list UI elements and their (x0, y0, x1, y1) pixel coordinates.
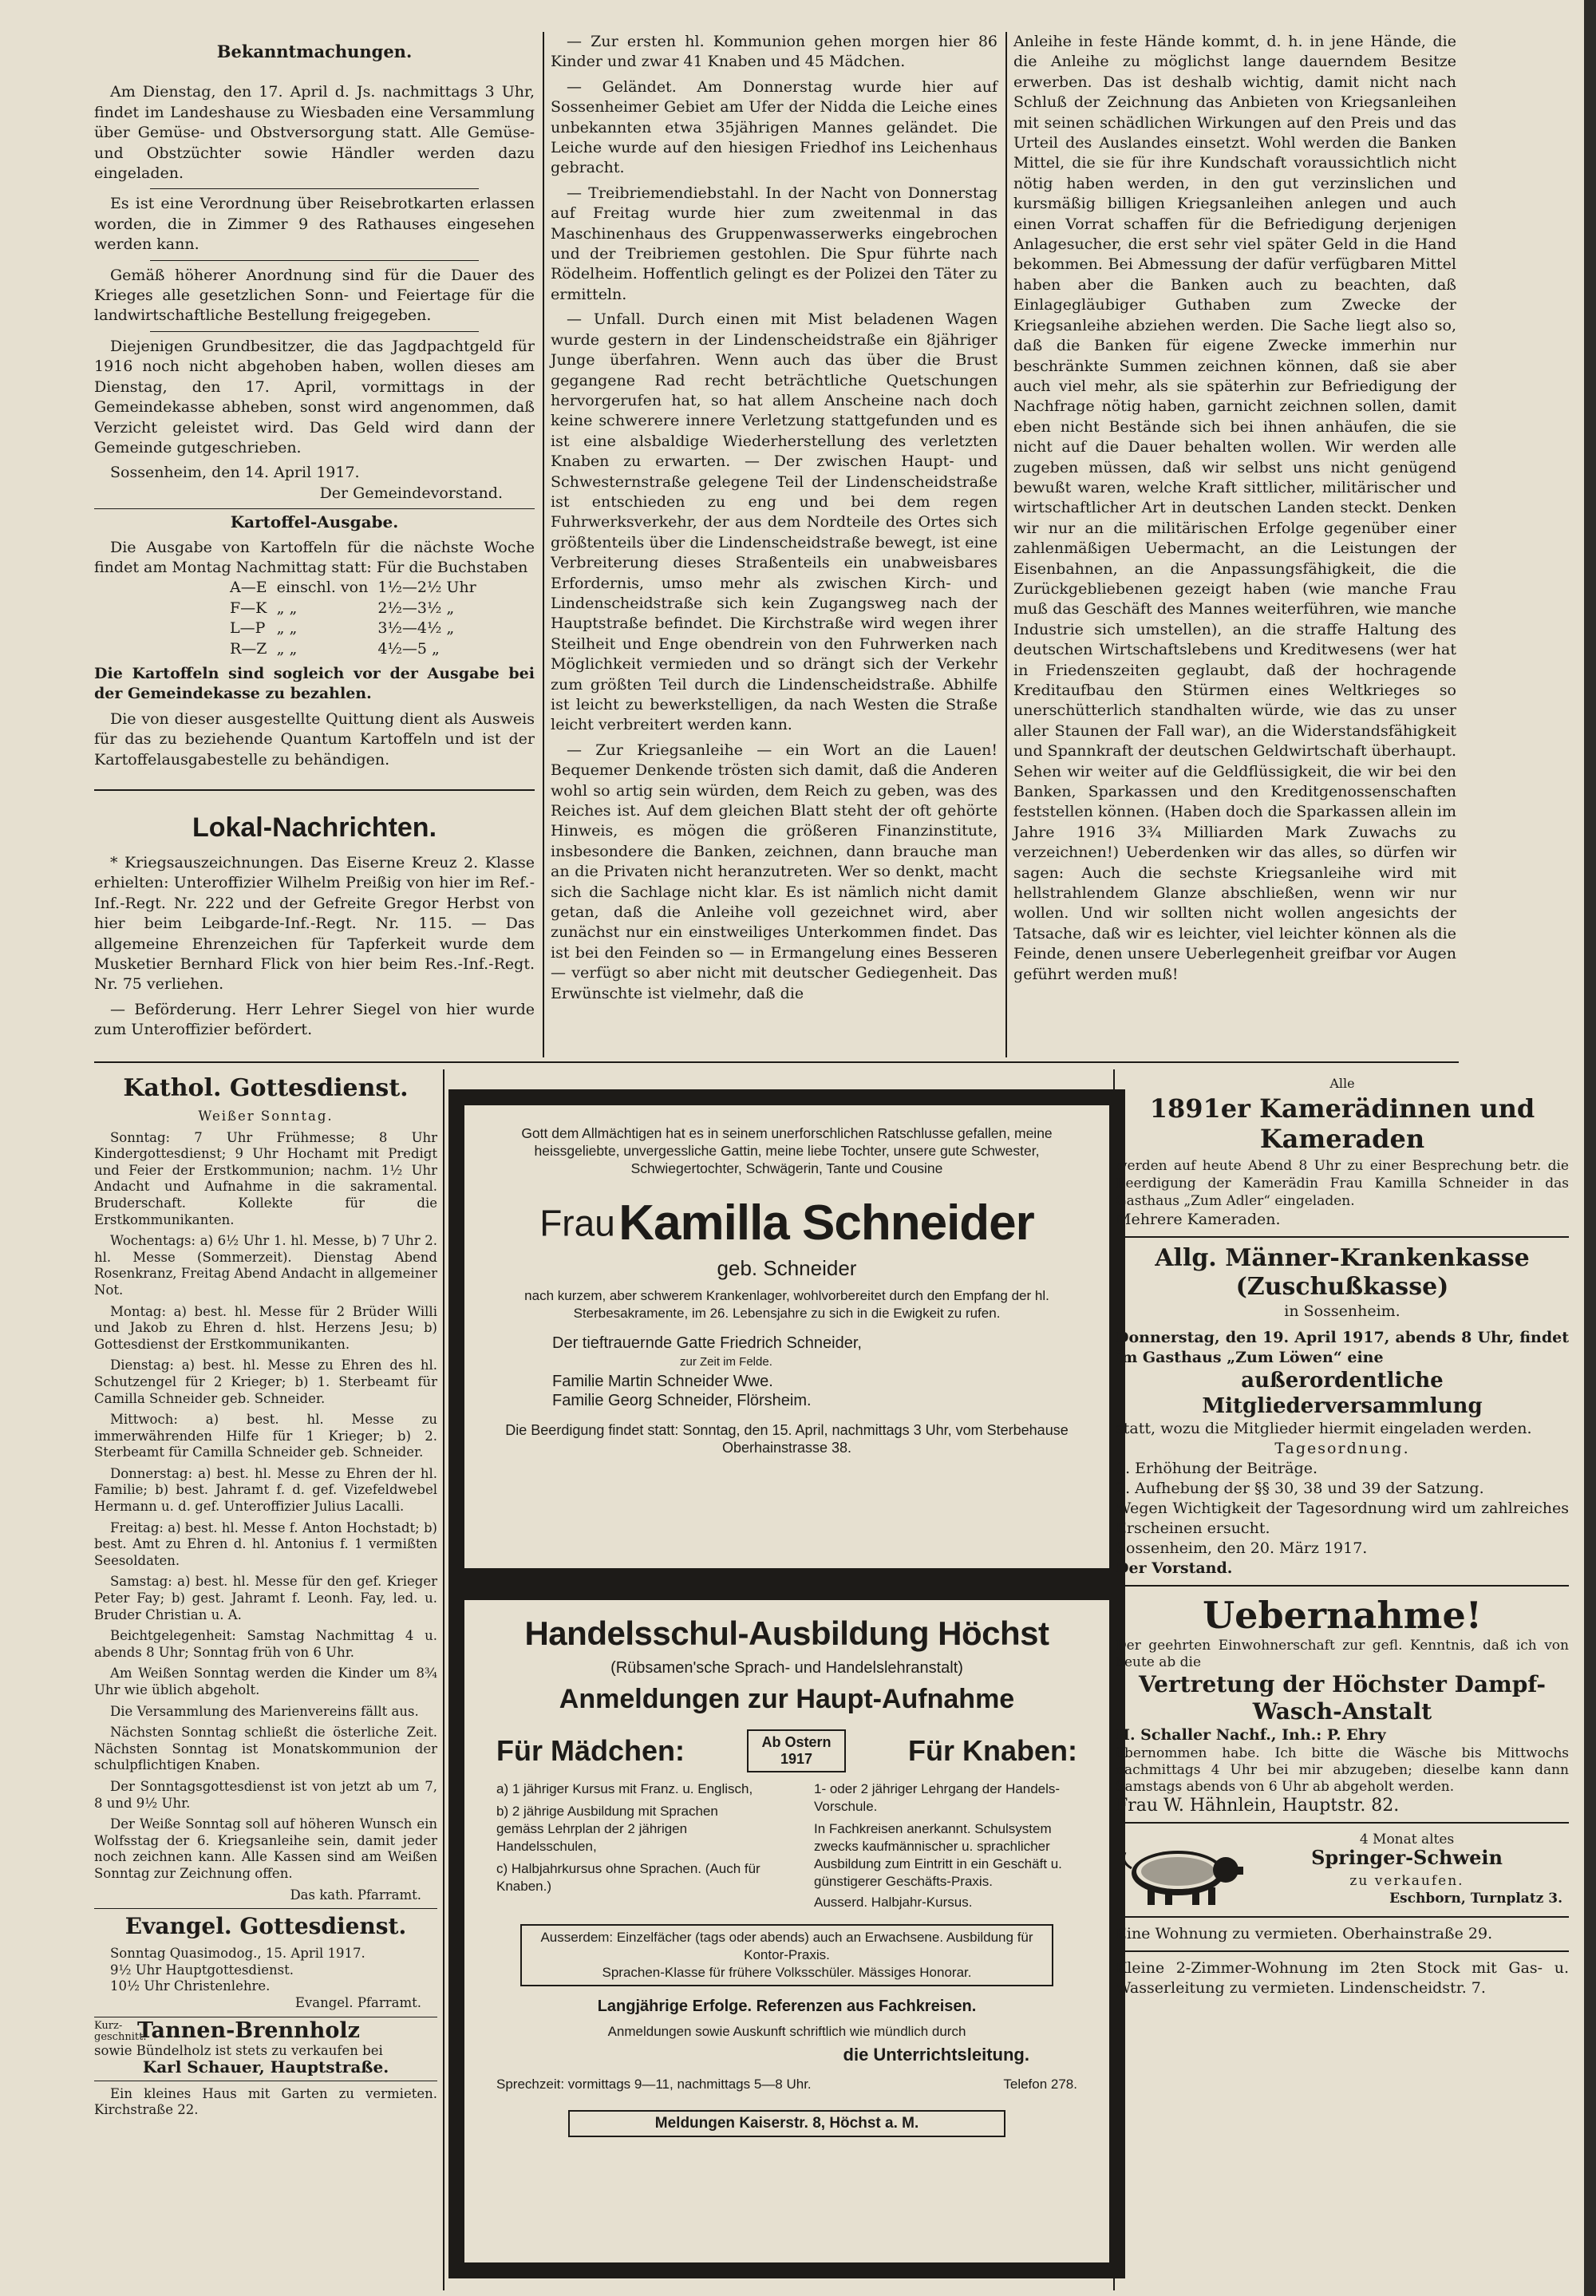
tannen-seller: Karl Schauer, Hauptstraße. (142, 2057, 389, 2077)
divider (94, 1908, 437, 1909)
church-monday: Montag: a) best. hl. Messe für 2 Brüder Willi und Jakob zu Ehren d. hlst. Herzens Jesu; b) Gottesdienst der Erstkommunikanten. (94, 1303, 437, 1352)
church-wednesday: Mittwoch: a) best. hl. Messe zu immerwährenden Hilfe für 1 Krieger; b) 2. Sterbeamt für Camilla Schneider geb. Schneider. (94, 1412, 437, 1460)
boys-offer-1: 1- oder 2 jähriger Lehrgang der Handels-Vorschule. (814, 1781, 1061, 1814)
uebernahme-signature: Frau W. Hähnlein, Hauptstr. 82. (1116, 1796, 1400, 1816)
pig-title: Springer-Schwein (1311, 1846, 1503, 1869)
divider (150, 331, 479, 332)
tannen-title: Tannen-Brennholz (137, 2018, 360, 2044)
evangel-date: Sonntag Quasimodog., 15. April 1917. (110, 1946, 365, 1962)
evangel-lesson: 10½ Uhr Christenlehre. (110, 1978, 271, 1994)
divider (150, 188, 479, 189)
evangel-signature: Evangel. Pfarramt. (294, 1994, 421, 2010)
boys-offer-2: In Fachkreisen anerkannt. Schulsystem zwecks kaufmännischer u. sprachlicher Ausbildung zum Eintritt in ein Geschäft u. günstigerer Geschäfts-Praxis. (814, 1821, 1062, 1889)
pig-age: 4 Monat altes (1359, 1832, 1455, 1847)
divider (1116, 1236, 1569, 1238)
obituary-mourners (552, 1334, 1077, 1410)
evangel-title: Evangel. Gottesdienst. (124, 1913, 407, 1940)
divider (1116, 1822, 1569, 1824)
right-ads-column (1116, 1073, 1569, 1998)
girls-offer-c: c) Halbjahrkursus ohne Sprachen. (Auch für Knaben.) (496, 1861, 760, 1894)
church-note-3: Nächsten Sonntag schließt die österliche Zeit. Nächsten Sonntag ist Monatskommunion der schulpflichtigen Knaben. (94, 1725, 437, 1773)
school-address: Meldungen Kaiserstr. 8, Höchst a. M. (568, 2110, 1005, 2137)
uebernahme-title: Uebernahme! (1203, 1594, 1482, 1637)
krankenkasse-meeting: außerordentliche Mitgliederversammlung (1202, 1369, 1483, 1418)
wohnung-ad-1: Eine Wohnung zu vermieten. Oberhainstraße 29. (1116, 1925, 1493, 1942)
divider (1116, 1585, 1569, 1587)
news-treibriemen: — Treibriemendiebstahl. In der Nacht von Donnerstag auf Freitag wurde hier zum zweitenmal in das Maschinenhaus des Gruppenwasserwerks eingebrochen und der Treibriemen gestohlen. Die Spur führte nach Rödelheim. Hoffentlich gelingt es der Polizei den Täter zu ermitteln. (551, 184, 998, 303)
column-1 (94, 41, 535, 1045)
uebernahme-firm: H. Schaller Nachf., Inh.: P. Ehry (1116, 1726, 1386, 1744)
obituary-ad (448, 1089, 1125, 1584)
kartoffel-intro: Die Ausgabe von Kartoffeln für die nächste Woche findet am Montag Nachmittag statt: Für die Buchstaben (94, 538, 535, 576)
kartoffel-title: Kartoffel-Ausgabe. (230, 512, 399, 532)
tannen-prefix: Kurz- geschnitt. (94, 2019, 147, 2043)
kameraden-prefix: Alle (1329, 1076, 1355, 1091)
divider (1116, 1950, 1569, 1952)
announcement-3: Gemäß höherer Anordnung sind für die Dauer des Krieges alle gesetzlichen Sonn- und Feiertage für die landwirtschaftliche Bestellung freigegeben. (94, 266, 535, 325)
church-friday: Freitag: a) best. hl. Messe f. Anton Hochstadt; b) best. Amt zu Ehren d. hl. Antonius f. 1 vermißten Seesoldaten. (94, 1519, 437, 1568)
school-extra-2: Sprachen-Klasse für frühere Volksschüler. Mässiges Honorar. (602, 1965, 972, 1980)
church-signature: Das kath. Pfarramt. (290, 1887, 421, 1903)
church-weekdays: Wochentags: a) 6½ Uhr 1. hl. Messe, b) 7 Uhr 2. hl. Messe (Sommerzeit). Dienstag Abend Rosenkranz, Freitag Abend Andacht in allgemeiner Not. (94, 1233, 437, 1298)
pig-ad (1116, 1830, 1569, 1910)
school-headers (496, 1729, 1077, 1772)
announcement-2: Es ist eine Verordnung über Reisebrotkarten erlassen worden, die in Zimmer 9 des Rathauses eingesehen werden kann. (94, 195, 535, 254)
lokal-news-1: * Kriegsauszeichnungen. Das Eiserne Kreuz 2. Klasse erhielten: Unteroffizier Wilhelm Preißig von hier im Ref.-Inf.-Regt. Nr. 222 und der Gefreite Gregor Herbst von hier beim Leibgarde-Inf.-Regt. Nr. 115. — Das allgemeine Ehrenzeichen für Tapferkeit wurde dem Musketier Bernhard Flick von hier beim Res.-Inf.-Regt. Nr. 75 verliehen. (94, 854, 535, 994)
tannen-ad (94, 2018, 437, 2044)
announcement-1: Am Dienstag, den 17. April d. Js. nachmittags 3 Uhr, findet im Landeshause zu Wiesbaden eine Versammlung über Gemüse- und Obstversorgung statt. Alle Gemüse- und Obstzüchter sowie Händler werden dazu eingeladen. (94, 83, 535, 183)
boys-offer-3: Ausserd. Halbjahr-Kursus. (814, 1895, 973, 1910)
school-girls-header: Für Mädchen: (496, 1734, 685, 1767)
church-note-1: Am Weißen Sonntag werden die Kinder um 8¾ Uhr wie üblich abgeholt. (94, 1666, 437, 1697)
column-2 (551, 32, 998, 1009)
kartoffel-row: A—E einschl. von 1½—2½ Uhr (230, 579, 476, 597)
news-kommunion: — Zur ersten hl. Kommunion gehen morgen hier 86 Kinder und zwar 41 Knaben und 45 Mädchen. (551, 33, 998, 71)
column-divider (1113, 1069, 1115, 2290)
mourner-family-2: Familie Georg Schneider, Flörsheim. (552, 1392, 812, 1409)
krankenkasse-note: Wegen Wichtigkeit der Tagesordnung wird um zahlreiches Erscheinen ersucht. (1116, 1500, 1569, 1537)
church-sunday: Sonntag: 7 Uhr Frühmesse; 8 Uhr Kindergottesdienst; 9 Uhr Hochamt mit Predigt und Feier der Erstkommunion; nachm. 1½ Uhr Andacht und Aufnahme in die sakramental. Bruderschaft. Kollekte für die Erstkommunikanten. (94, 1129, 437, 1227)
announcements-title: Bekanntmachungen. (216, 41, 413, 61)
evangel-service: 9½ Uhr Hauptgottesdienst. (110, 1962, 294, 1978)
wohnung-ad-2: Kleine 2-Zimmer-Wohnung im 2ten Stock mit Gas- u. Wasserleitung zu vermieten. Lindenscheidstr. 7. (1116, 1959, 1569, 1997)
pig-sale: zu verkaufen. (1349, 1873, 1464, 1889)
school-hours: Sprechzeit: vormittags 9—11, nachmittags 5—8 Uhr. (496, 2077, 812, 2092)
church-tuesday: Dienstag: a) best. hl. Messe zu Ehren des hl. Schutzengel für 2 Krieger; b) 1. Sterbeamt für Camilla Schneider geb. Schneider. (94, 1357, 437, 1406)
school-title: Handelsschul-Ausbildung Höchst (524, 1614, 1049, 1652)
school-info: Anmeldungen sowie Auskunft schriftlich wie mündlich durch (607, 2024, 966, 2039)
school-extra-1: Ausserdem: Einzelfächer (tags oder abends) auch an Erwachsene. Ausbildung für Kontor-Praxis. (540, 1930, 1033, 1962)
section-divider (94, 1061, 1459, 1063)
kameraden-text: werden auf heute Abend 8 Uhr zu einer Besprechung betr. die Beerdigung der Kamerädin Frau Kamilla Schneider in das Gasthaus „Zum Adler“ eingeladen. (1116, 1158, 1569, 1209)
school-easter-badge: Ab Ostern 1917 (747, 1729, 846, 1772)
kartoffel-receipt: Die von dieser ausgestellte Quittung dient als Ausweis für das zu beziehende Quantum Kartoffeln und ist der Kartoffelausgabestelle zu behändigen. (94, 709, 535, 769)
church-title: Kathol. Gottesdienst. (123, 1074, 409, 1102)
uebernahme-firm-title: Vertretung der Höchster Dampf-Wasch-Anstalt (1139, 1671, 1546, 1725)
krankenkasse-location: in Sossenheim. (1284, 1302, 1400, 1320)
krankenkasse-agenda-title: Tagesordnung. (1274, 1440, 1410, 1457)
church-column (94, 1073, 437, 2124)
news-gelaendet: — Geländet. Am Donnerstag wurde hier auf Sossenheimer Gebiet am Ufer der Nidda die Leiche eines unbekannten etwa 35jährigen Mannes geländet. Die Leiche wurde auf den hiesigen Friedhof ins Leichenhaus gebracht. (551, 77, 998, 177)
church-note-2: Die Versammlung des Marienvereins fällt aus. (110, 1703, 419, 1719)
column-divider (443, 1069, 444, 2290)
school-offers (496, 1780, 1077, 1911)
mourner-husband: Der tieftrauernde Gatte Friedrich Schneider, (552, 1334, 862, 1352)
church-note-4: Der Sonntagsgottesdienst ist von jetzt ab um 7, 8 und 9½ Uhr. (94, 1778, 437, 1811)
lokal-title: Lokal-Nachrichten. (192, 812, 437, 843)
obituary-frau: Frau (539, 1202, 615, 1244)
column-divider (1005, 32, 1007, 1057)
school-boys-offers (814, 1780, 1077, 1911)
divider (94, 508, 535, 509)
obituary-name-line (496, 1195, 1077, 1251)
church-saturday: Samstag: a) best. hl. Messe für den gef. Krieger Peter Fay; b) gest. Jahramt f. Leonh. Fay, led. u. Bruder Christian u. A. (94, 1574, 437, 1622)
girls-offer-b: b) 2 jährige Ausbildung mit Sprachen gemäss Lehrplan der 2 jährigen Handelsschulen, (496, 1804, 718, 1854)
girls-offer-a: a) 1 jähriger Kursus mit Franz. u. Englisch, (496, 1781, 753, 1796)
mourner-husband-note: zur Zeit im Felde. (680, 1355, 772, 1369)
school-subtitle: (Rübsamen'sche Sprach- und Handelslehranstalt) (610, 1659, 963, 1677)
divider (1116, 1916, 1569, 1918)
krankenkasse-invite: statt, wozu die Mitglieder hiermit eingeladen werden. (1116, 1420, 1532, 1437)
school-management: die Unterrichtsleitung. (843, 2045, 1029, 2065)
page-edge (1584, 0, 1596, 2296)
school-boys-header: Für Knaben: (907, 1734, 1077, 1767)
pig-address: Eschborn, Turnplatz 3. (1389, 1891, 1562, 1907)
news-kriegsanleihe: — Zur Kriegsanleihe — ein Wort an die Lauen! Bequemer Denkende trösten sich damit, daß die Anderen wohl so artig sein würden, dem Reich zu geben, was des Reiches ist. Auf dem gleichen Blatt steht der oft gehörte Hinweis, es mögen die größeren Finanzinstitute, insbesondere die Banken, zeichnen, dann brauche man an die Privaten nicht heranzutreten. Wer so denkt, macht sich die Sachlage nicht klar. Es ist nämlich nicht damit getan, daß die Anleihe voll gezeichnet wird, aber zunächst nur ein einstweiliges Unterkommen findet. Das ist bei den Feinden so — in Ermangelung eines Besseren — verfügt so aber nicht mit deutscher Gediegenheit. Das Erwünschte ist vielmehr, daß die (551, 741, 998, 1002)
krankenkasse-agenda-1: 1. Erhöhung der Beiträge. (1116, 1460, 1318, 1477)
news-kriegsanleihe-continued: Anleihe in feste Hände kommt, d. h. in jene Hände, die die Anleihe zu möglichst lange dauerndem Besitze erwerben. Das ist deshalb wichtig, damit nicht nach Schluß der Zeichnung das Anbieten von Kriegsanleihen mit seinen schädlichen Wirkungen auf den Preis und das Urteil des Auslandes einsetzt. Wohl werden die Banken Mittel, die sie für ihre Kundschaft voraussichtlich nicht nötig haben werden, in den gut verzinslichen und kursmäßig billigen Kriegsanleihen anlegen und auch einen Vorrat schaffen für die Befriedigung derjenigen Anlagesucher, die erst sehr viel später Geld in die Hand bekommen. Bei Abmessung der dafür verfügbaren Mittel haben aber die Banken auch zu beachten, daß Einlagegläubiger Guthaben zum Zwecke der Kriegsanleihe abziehen werden. Die Sache liegt also so, daß die Banken für eigene Zwecke immerhin nur beschränkte Summen zeichnen können, daß sie aber auch viel mehr, als sie späterhin zur Befriedigung der Nachfrage nötig haben, garnicht zeichnen sollen, damit eben nicht Bestände sich bei ihnen anhäufen, die sie nicht auf die Dauer behalten wollen. Wir werden alle zugeben müssen, daß wir selbst uns nicht genügend bewußt waren, welche Kraft sittlicher, militärischer und wirtschaftlicher Art in deutschen Landen steckt. Denken wir nur an die militärischen Erfolge gegenüber einer zahlenmäßigen Uebermacht, an die Leistungen der Eisenbahnen, an die Anpassungsfähigkeit, die die Zurückgebliebenen gezeigt haben (wie manche Frau muß das Geschäft des Mannes weiterführen, wie manche Industrie sich umstellen), an die straffe Haltung des deutschen Wirtschaftslebens und Kreditwesens (wer hat in Friedenszeiten geglaubt, daß der hochragende Kreditaufbau den Stürmen eines Weltkrieges so unerschütterlich standhalten würde, wie das zu unser aller Staunen der Fall war), an die Widerstandsfähigkeit und Spannkraft der deutschen Geldwirtschaft überhaupt. Sehen wir weiter auf die Geldflüssigkeit, die wir bei den Banken, Sparkassen und den Kreditgenossenschaften feststellen können. (Haben doch die Sparkassen allein im Jahre 1916 3¾ Milliarden Mark Zuwachs zu verzeichnen!) Ueberdenken wir das alles, so dürfen wir sagen: Auch die sechste Kriegsanleihe wird mit hellstrahlendem Glanze abschließen, wenn wir nur wollen. Und wir sollten nicht wollen angesichts der Tatsache, daß wir es leichter, viel leichter können als die Feinde, denen unsere Ueberlegenheit greifbar vor Augen geführt werden muß! (1013, 33, 1456, 983)
pig-icon (1116, 1836, 1243, 1908)
school-extra-box (520, 1924, 1053, 1986)
uebernahme-text: Der geehrten Einwohnerschaft zur gefl. Kenntnis, daß ich von heute ab die (1116, 1638, 1569, 1670)
obituary-maiden-name: geb. Schneider (717, 1256, 857, 1280)
school-hours-row (496, 2077, 1077, 2092)
column-divider (543, 32, 544, 1057)
kartoffel-schedule (230, 578, 486, 659)
krankenkasse-place-date: Sossenheim, den 20. März 1917. (1116, 1539, 1368, 1557)
column-3 (1013, 32, 1456, 990)
announcement-date: Sossenheim, den 14. April 1917. (110, 464, 360, 482)
school-success: Langjährige Erfolge. Referenzen aus Fachkreisen. (597, 1998, 977, 2015)
kameraden-signature: Mehrere Kameraden. (1116, 1211, 1281, 1228)
kartoffel-payment: Die Kartoffeln sind sogleich vor der Ausgabe bei der Gemeindekasse zu bezahlen. (94, 664, 535, 703)
kameraden-title: 1891er Kamerädinnen und Kameraden (1149, 1093, 1535, 1154)
krankenkasse-date: Donnerstag, den 19. April 1917, abends 8 Uhr, findet im Gasthaus „Zum Löwen“ eine (1116, 1329, 1569, 1366)
school-ad (448, 1584, 1125, 2278)
church-note-5: Der Weiße Sonntag soll auf höheren Wunsch ein Wolfsstag der 6. Kriegsanleihe sein, damit jeder noch zeichnen kann. Alle Kassen sind am Weißen Sonntag zur Zeichnung offen. (94, 1816, 437, 1881)
house-rent-ad: Ein kleines Haus mit Garten zu vermieten. Kirchstraße 22. (94, 2085, 437, 2118)
school-phone: Telefon 278. (1003, 2077, 1077, 2092)
kartoffel-row: L—P „ „ 3½—4½ „ (230, 619, 455, 638)
church-thursday: Donnerstag: a) best. hl. Messe zu Ehren der hl. Familie; b) best. Jahramt f. d. gef. Vizefeldwebel Hermann u. d. gef. Unteroffizier Julius Lacalli. (94, 1465, 437, 1515)
announcement-4: Diejenigen Grundbesitzer, die das Jagdpachtgeld für 1916 noch nicht abgehoben haben, wollen dieses am Dienstag, den 17. April, vormittags in der Gemeindekasse abheben, sonst wird angenommen, daß Verzicht geleistet wird. Das Geld wird dann der Gemeinde gutgeschrieben. (94, 337, 535, 456)
announcement-signature: Der Gemeindevorstand. (319, 484, 503, 502)
church-confession: Beichtgelegenheit: Samstag Nachmittag 4 u. abends 8 Uhr; Sonntag früh von 6 Uhr. (94, 1628, 437, 1660)
uebernahme-details: übernommen habe. Ich bitte die Wäsche bis Mittwochs nachmittags 4 Uhr bei mir abzugeben; dieselbe kann dann Samstags abends von 6 Uhr ab abgeholt werden. (1116, 1745, 1569, 1795)
obituary-burial: Die Beerdigung findet statt: Sonntag, den 15. April, nachmittags 3 Uhr, vom Sterbehause Oberhainstrasse 38. (505, 1422, 1069, 1456)
lokal-news-2: — Beförderung. Herr Lehrer Siegel von hier wurde zum Unteroffizier befördert. (94, 1000, 535, 1039)
mourner-family-1: Familie Martin Schneider Wwe. (552, 1373, 773, 1390)
obituary-intro: Gott dem Allmächtigen hat es in seinem unerforschlichen Ratschlusse gefallen, meine heissgeliebte, unvergessliche Gattin, meine liebe Tochter, unsere gute Schwester, Schwiegertochter, Schwägerin, Tante und Cousine (521, 1125, 1053, 1176)
obituary-name: Kamilla Schneider (618, 1195, 1034, 1251)
divider (94, 789, 535, 791)
krankenkasse-signature: Der Vorstand. (1116, 1559, 1233, 1577)
kartoffel-row: F—K „ „ 2½—3½ „ (230, 599, 455, 617)
school-registration: Anmeldungen zur Haupt-Aufnahme (559, 1684, 1015, 1714)
obituary-text: nach kurzem, aber schwerem Krankenlager, wohlvorbereitet durch den Empfang der hl. Sterbesakramente, im 26. Lebensjahre zu sich in die Ewigkeit zu rufen. (524, 1288, 1049, 1321)
divider (150, 260, 479, 261)
krankenkasse-title: Allg. Männer-Krankenkasse (Zuschußkasse) (1155, 1244, 1530, 1301)
krankenkasse-agenda-2: 2. Aufhebung der §§ 30, 38 und 39 der Satzung. (1116, 1480, 1484, 1497)
tannen-text: sowie Bündelholz ist stets zu verkaufen bei (94, 2042, 383, 2058)
kartoffel-row: R—Z „ „ 4½—5 „ (230, 639, 440, 658)
school-girls-offers (496, 1780, 768, 1911)
church-subtitle: Weißer Sonntag. (198, 1108, 334, 1124)
news-unfall: — Unfall. Durch einen mit Mist beladenen Wagen wurde gestern in der Lindenscheidstraße ein 8jähriger Junge überfahren. Wenn auch das über die Brust gegangene Rad recht beträchtliche Quetschungen hervorgerufen hat, so hat allem Anscheine nach doch keine schwerere innere Verletzung stattgefunden und es ist eine alsbaldige Wiederherstellung des verletzten Knaben zu erwarten. — Der zwischen Haupt- und Schwesternstraße gelegene Teil der Lindenscheidstraße ist entschieden zu eng und bei dem regen Fuhrwerksverkehr, der aus dem Nordteile des Ortes sich größtenteils über die Lindenscheidstraße bewegt, ist eine Verbreiterung dieses Straßenteils ein unabweisbares Erfordernis, umso mehr als zwischen Kirch- und Lindenscheidstraße sich kein Zugangsweg nach der Hauptstraße befindet. Die Kirchstraße wird wegen ihrer Steilheit und Enge obendrein von den Fuhrwerken nach Möglichkeit vermieden und so drängt sich der Verkehr zum größten Teil durch die Lindenscheidstraße. Abhilfe ist leicht zu bewerkstelligen, da nach Westen die Straße leicht verbreitert werden kann. (551, 310, 998, 734)
